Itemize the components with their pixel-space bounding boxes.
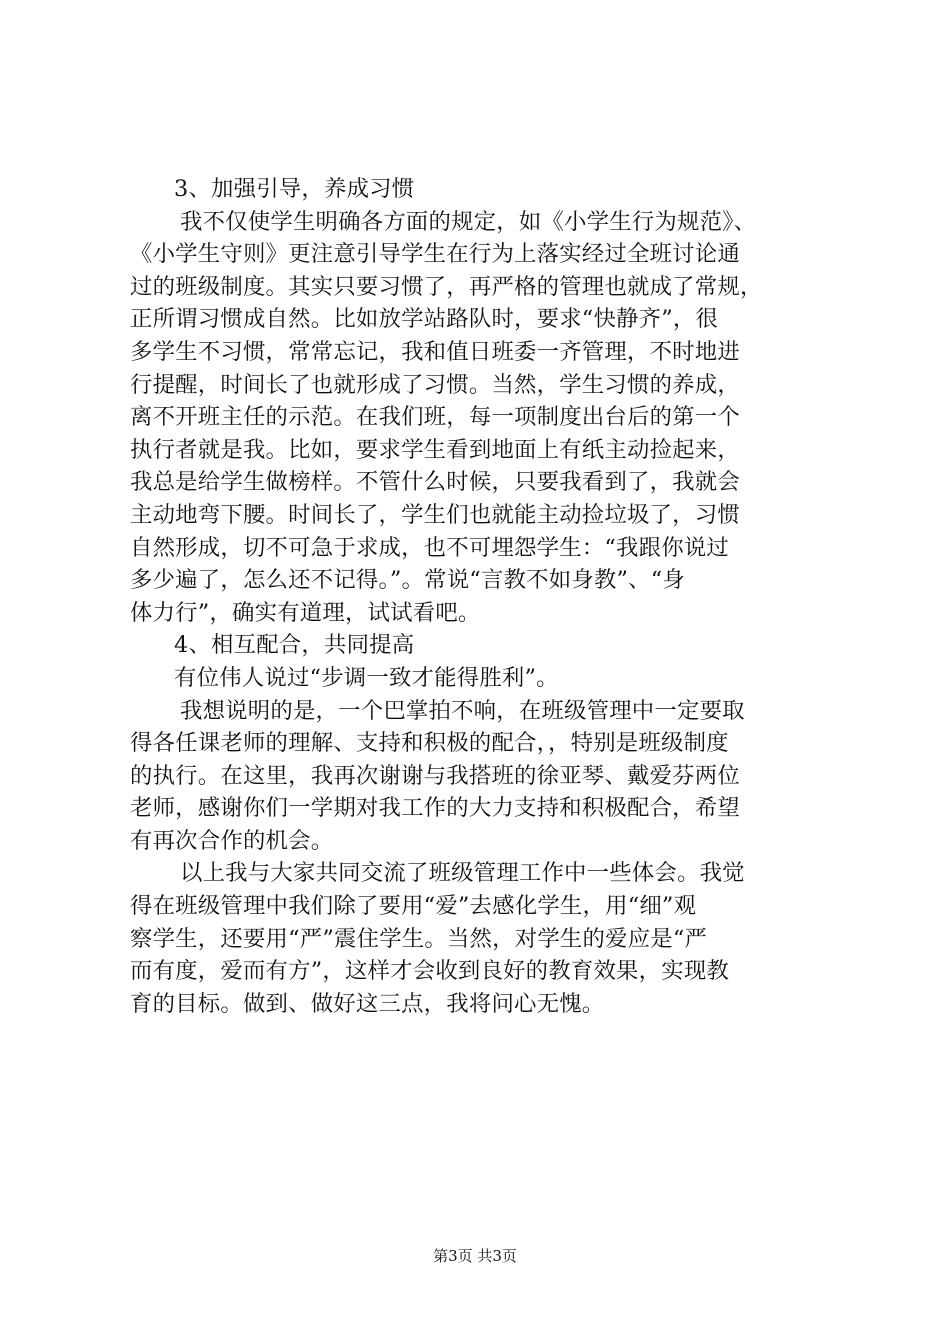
section-heading-4: 4、相互配合，共同提高 — [174, 632, 415, 659]
paragraph-line: 我总是给学生做榜样。不管什么时候，只要我看到了，我就会 — [130, 469, 740, 496]
document-body — [130, 173, 830, 1020]
paragraph-line: 体力行”，确实有道理，试试看吧。 — [130, 599, 481, 626]
paragraph-line: 有位伟人说过“步调一致才能得胜利”。 — [174, 664, 559, 691]
paragraph-line: 过的班级制度。其实只要习惯了，再严格的管理也就成了常规， — [130, 273, 763, 300]
paragraph-line: 我想说明的是，一个巴掌拍不响，在班级管理中一定要取 — [180, 697, 745, 724]
paragraph-line: 多学生不习惯，常常忘记，我和值日班委一齐管理，不时地进 — [130, 338, 740, 365]
section-heading-3: 3、加强引导，养成习惯 — [174, 176, 415, 202]
page-footer: 第3页 共3页 — [433, 1247, 517, 1265]
paragraph-line: 育的目标。做到、做好这三点，我将问心无愧。 — [130, 990, 605, 1017]
paragraph-line: 有再次合作的机会。 — [130, 827, 334, 854]
paragraph-line: 正所谓习惯成自然。比如放学站路队时，要求“快静齐”，很 — [130, 306, 719, 333]
paragraph-line: 而有度，爱而有方”，这样才会收到良好的教育效果，实现教 — [130, 958, 730, 985]
paragraph-line: 老师，感谢你们一学期对我工作的大力支持和积极配合，希望 — [130, 795, 740, 822]
paragraph-line: 离不开班主任的示范。在我们班，每一项制度出台后的第一个 — [130, 404, 740, 431]
paragraph-line: 主动地弯下腰。时间长了，学生们也就能主动捡垃圾了，习惯 — [130, 501, 740, 528]
paragraph-line: 我不仅使学生明确各方面的规定，如《小学生行为规范》、 — [180, 208, 757, 235]
paragraph-line: 以上我与大家共同交流了班级管理工作中一些体会。我觉 — [180, 860, 745, 887]
paragraph-line: 察学生，还要用“严”震住学生。当然，对学生的爱应是“严 — [130, 925, 708, 952]
paragraph-line: 行提醒，时间长了也就形成了习惯。当然，学生习惯的养成， — [130, 371, 740, 398]
paragraph-line: 《小学生守则》更注意引导学生在行为上落实经过全班讨论通 — [130, 241, 740, 268]
paragraph-line: 的执行。在这里，我再次谢谢与我搭班的徐亚琴、戴爱芬两位 — [130, 762, 740, 789]
paragraph-line: 得在班级管理中我们除了要用“爱”去感化学生，用“细”观 — [130, 893, 697, 920]
paragraph-line: 自然形成，切不可急于求成，也不可埋怨学生：“我跟你说过 — [130, 534, 730, 561]
paragraph-line: 执行者就是我。比如，要求学生看到地面上有纸主动捡起来， — [130, 436, 740, 463]
paragraph-line: 得各任课老师的理解、支持和积极的配合，，特别是班级制度 — [130, 730, 729, 757]
paragraph-line: 多少遍了，怎么还不记得。”。常说“言教不如身教”、“身 — [130, 567, 685, 594]
